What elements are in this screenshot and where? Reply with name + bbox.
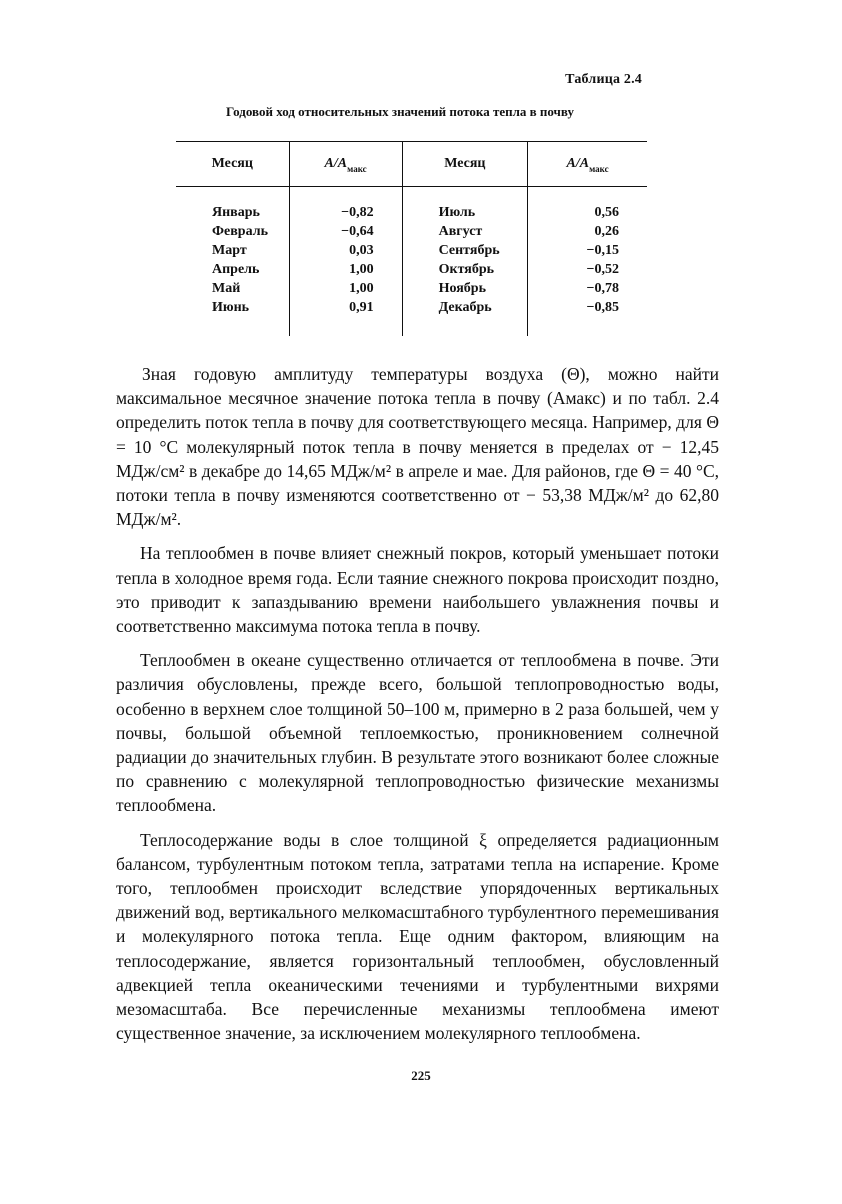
monthly-heat-flux-table [176,141,647,336]
table-row [176,260,647,279]
ratio-cell: −0,85 [528,298,647,336]
table-row [176,279,647,298]
paragraph-1-text: Зная годовую амплитуду температуры воздуха (Θ), можно найти максимальное месячное значение потока тепла в почву (Aмакс) и по табл. 2.4 определить поток тепла в почву для соответствующего месяца. Например, для Θ = 10 °C молекулярный поток тепла в почву меняется в пределах от − 12,45 МДж/см² в декабре до 14,65 МДж/м² в апреле и мае. Для районов, где Θ = 40 °C, потоки тепла в почву изменяются соответственно от − 53,38 МДж/м² до 62,80 МДж/м². [116,364,719,530]
table-row [176,187,647,223]
month-cell: Ноябрь [402,279,527,298]
ratio-cell: −0,78 [528,279,647,298]
month-cell: Март [212,243,247,258]
paragraph-2-text: На теплообмен в почве влияет снежный покров, который уменьшает потоки тепла в холодное время года. Если таяние снежного покрова происходит поздно, это приводит к запаздыванию времени наибольшего увлажнения почвы и соответственно максимума потока тепла в почву. [116,543,719,637]
month-cell: Октябрь [402,260,527,279]
header-ratio-1 [289,142,402,187]
table-header-row [176,142,647,187]
month-cell: Январь [212,205,260,220]
paragraph [116,648,719,817]
month-cell: Июнь [212,300,250,315]
ratio-cell: −0,82 [289,187,402,223]
table-row [176,241,647,260]
month-cell: Апрель [212,262,260,277]
header-ratio-2 [528,142,647,187]
header-ratio-1-text: A/A [324,156,348,171]
header-month-1: Месяц [176,142,289,187]
paragraph-3-text: Теплообмен в океане существенно отличается от теплообмена в почве. Эти различия обусловлены, прежде всего, большой теплопроводностью воды, особенно в верхнем слое толщиной 50–100 м, примерно в 2 раза большей, чем у почвы, большой объемной теплоемкостью, проникновением солнечной радиации до значительных глубин. В результате этого возникают более сложные по сравнению с молекулярной теплопроводностью физические механизмы теплообмена. [116,650,719,816]
header-ratio-2-sub: макс [589,164,609,174]
ratio-cell: 1,00 [289,260,402,279]
table-row [176,222,647,241]
page-number: 225 [411,1068,431,1083]
paragraph [116,541,719,638]
ratio-cell: 0,56 [528,187,647,223]
paragraph-4-text: Теплосодержание воды в слое толщиной ξ определяется радиационным балансом, турбулентным потоком тепла, затратами тепла на испарение. Кроме того, теплообмен происходит вследствие упорядоченных вертикальных движений вод, вертикального мелкомасштабного турбулентного перемешивания и молекулярного потока тепла. Еще одним фактором, влияющим на теплосодержание, является горизонтальный теплообмен, обусловленный адвекцией тепла океаническими течениями и турбулентными вихрями мезомасштаба. Все перечисленные механизмы теплообмена имеют существенное значение, за исключением молекулярного теплообмена. [116,829,719,1044]
month-cell: Февраль [212,224,268,239]
table-caption: Годовой ход относительных значений потока тепла в почву [226,104,574,119]
month-cell: Август [402,222,527,241]
paragraph [116,828,719,1046]
body-text [116,362,719,1055]
table-number-label: Таблица 2.4 [565,72,642,87]
ratio-cell: −0,64 [289,222,402,241]
paragraph [116,362,719,531]
month-cell: Июль [402,187,527,223]
ratio-cell: 1,00 [289,279,402,298]
month-cell: Сентябрь [402,241,527,260]
month-cell: Май [212,281,241,296]
header-month-2: Месяц [402,142,527,187]
ratio-cell: 0,03 [289,241,402,260]
ratio-cell: 0,26 [528,222,647,241]
ratio-cell: −0,15 [528,241,647,260]
header-ratio-1-sub: макс [347,164,367,174]
ratio-cell: 0,91 [289,298,402,336]
header-ratio-2-text: A/A [566,156,590,171]
table-row [176,298,647,336]
month-cell: Декабрь [402,298,527,336]
ratio-cell: −0,52 [528,260,647,279]
